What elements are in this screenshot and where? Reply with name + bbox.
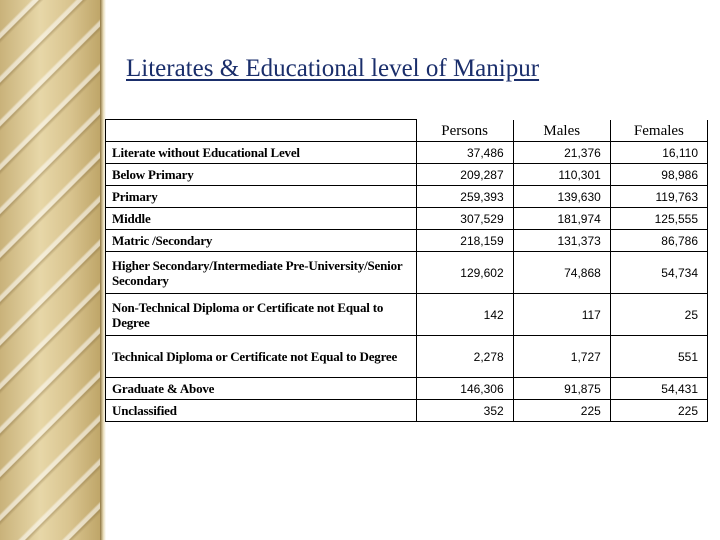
table-row — [106, 336, 708, 378]
header-females: Females — [610, 120, 707, 142]
row-label: Higher Secondary/Intermediate Pre-University/Senior Secondary — [106, 252, 417, 294]
persons-value: 37,486 — [416, 142, 513, 164]
table-row — [106, 142, 708, 164]
males-value: 21,376 — [513, 142, 610, 164]
table-row — [106, 252, 708, 294]
education-table — [105, 119, 708, 422]
females-value: 551 — [610, 336, 707, 378]
males-value: 181,974 — [513, 208, 610, 230]
table-row — [106, 378, 708, 400]
decorative-left-border — [0, 0, 100, 540]
persons-value: 307,529 — [416, 208, 513, 230]
row-label: Middle — [106, 208, 417, 230]
table-header-row — [106, 120, 708, 142]
males-value: 74,868 — [513, 252, 610, 294]
males-value: 91,875 — [513, 378, 610, 400]
row-label: Matric /Secondary — [106, 230, 417, 252]
males-value: 131,373 — [513, 230, 610, 252]
row-label: Literate without Educational Level — [106, 142, 417, 164]
males-value: 110,301 — [513, 164, 610, 186]
females-value: 125,555 — [610, 208, 707, 230]
females-value: 98,986 — [610, 164, 707, 186]
males-value: 117 — [513, 294, 610, 336]
persons-value: 259,393 — [416, 186, 513, 208]
persons-value: 2,278 — [416, 336, 513, 378]
persons-value: 352 — [416, 400, 513, 422]
females-value: 225 — [610, 400, 707, 422]
table-row — [106, 230, 708, 252]
header-males: Males — [513, 120, 610, 142]
males-value: 225 — [513, 400, 610, 422]
table-row — [106, 294, 708, 336]
header-blank-cell — [106, 120, 417, 142]
table-row — [106, 208, 708, 230]
row-label: Primary — [106, 186, 417, 208]
row-label: Graduate & Above — [106, 378, 417, 400]
females-value: 25 — [610, 294, 707, 336]
females-value: 16,110 — [610, 142, 707, 164]
persons-value: 146,306 — [416, 378, 513, 400]
row-label: Unclassified — [106, 400, 417, 422]
row-label: Non-Technical Diploma or Certificate not Equal to Degree — [106, 294, 417, 336]
header-persons: Persons — [416, 120, 513, 142]
table-row — [106, 400, 708, 422]
slide-title: Literates & Educational level of Manipur — [126, 55, 540, 82]
persons-value: 218,159 — [416, 230, 513, 252]
persons-value: 142 — [416, 294, 513, 336]
females-value: 54,734 — [610, 252, 707, 294]
males-value: 1,727 — [513, 336, 610, 378]
table-row — [106, 164, 708, 186]
females-value: 54,431 — [610, 378, 707, 400]
persons-value: 209,287 — [416, 164, 513, 186]
table-row — [106, 186, 708, 208]
persons-value: 129,602 — [416, 252, 513, 294]
females-value: 86,786 — [610, 230, 707, 252]
row-label: Technical Diploma or Certificate not Equal to Degree — [106, 336, 417, 378]
row-label: Below Primary — [106, 164, 417, 186]
males-value: 139,630 — [513, 186, 610, 208]
females-value: 119,763 — [610, 186, 707, 208]
